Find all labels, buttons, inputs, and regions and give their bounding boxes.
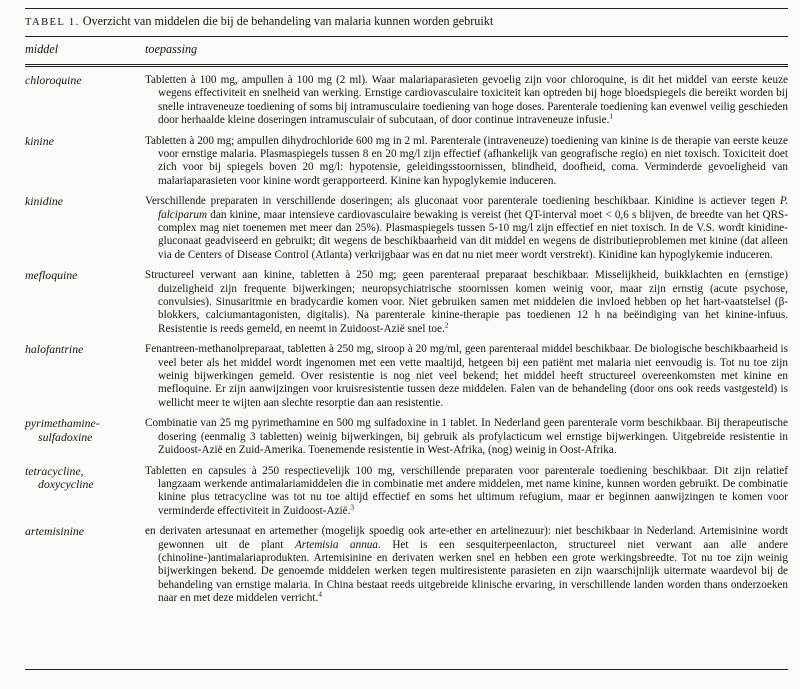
middel-name-line: chloroquine: [25, 73, 82, 87]
toepassing-text: [145, 525, 788, 605]
footnote-reference: 4: [318, 589, 323, 599]
text-run: P. falciparum: [158, 195, 788, 221]
toepassing-text: [145, 269, 788, 335]
middel-name: [25, 465, 145, 518]
footnote-reference: 1: [609, 111, 614, 121]
text-run: . Het is een sesquiterpeenlacton, structureel niet verwant aan alle andere (chinoline-)antimalariaprodukten. Artemisinine en derivaten werken snel en hebben een grote werkingsbreedte. Tot nu toe zijn weinig bijwerkingen bekend. De genoemde middelen werken tegen multiresistente parasieten en zijn waarschijnlijk uitermate waardevol bij de behandeling van ernstige malaria. In China bestaat reeds uitgebreide klinische ervaring, in verschillende landen worden thans onderzoeken naar en met deze middelen verricht.: [158, 538, 788, 604]
table-title-text-inner: Overzicht van middelen die bij de behandeling van malaria kunnen worden gebruikt: [82, 14, 494, 28]
text-run: Tabletten à 200 mg; ampullen dihydrochloride 600 mg in 2 ml. Parenterale (intraveneuze) toediening van kinine is de therapie van eerste keuze voor ernstige malaria. Plasmaspiegels tussen 8 en 20 mg/l zijn effectief (afhankelijk van geografische regio) en niet toxisch. Toxiciteit doet zich voor bij spiegels boven 20 mg/l: hypotensie, geleidingsstoornissen, blindheid, doofheid, coma. Verminderde gevoeligheid van malariaparasieten voor kinine wordt gerapporteerd. Kinine kan hypoglykemie induceren.: [145, 134, 788, 187]
text-run: en derivaten artesunaat en artemether (mogelijk spoedig ook arte-ether en artelinezuur): niet beschikbaar in Nederland. Artemisinine wordt gewonnen uit de plant: [145, 525, 788, 551]
text-run: Fenantreen-methanolpreparaat, tabletten à 250 mg, siroop à 20 mg/ml, geen parenteraal middel beschikbaar. De biologische beschikbaarheid is veel beter als het middel wordt ingenomen met een vette maaltijd, hetgeen bij een patiënt met malaria niet eenvoudig is. Tot nu toe zijn weinig bijwerkingen gemeld. Over resistentie is nog niet veel bekend; het middel heeft structureel overeenkomsten met kinine en mefloquine. Er zijn aanwijzingen voor kruisresistentie tussen deze middelen. Falen van de behandeling (door ons ook reeds vastgesteld) is wellicht meer te wijten aan slechte resorptie dan aan resistentie.: [145, 343, 788, 409]
toepassing-text: [145, 195, 788, 261]
toepassing-text: [145, 74, 788, 127]
horizontal-rule-bottom: [25, 669, 788, 670]
table-title-label: TABEL 1.: [25, 17, 80, 28]
text-run: Combinatie van 25 mg pyrimethamine en 500 mg sulfadoxine in 1 tablet. In Nederland geen parenterale vorm beschikbaar. Bij therapeutische dosering (eenmalig 3 tabletten) weinig bijwerkingen, bij gebruik als profylacticum wel ernstige bijwerkingen. Uitgebreide resistentie in Zuidoost-Azië en Zuid-Amerika. Toenemende resistentie in West-Afrika, (nog) weinig in Oost-Afrika.: [145, 417, 788, 456]
middel-name: [25, 195, 145, 261]
middel-name-line: tetracycline,: [25, 463, 84, 478]
table-title-text: [83, 14, 494, 28]
middel-name-line: mefloquine: [25, 268, 78, 283]
middel-name: [25, 343, 145, 409]
text-run: Tabletten à 100 mg, ampullen à 100 mg (2 ml). Waar malariaparasieten gevoelig zijn voor chloroquine, is dit het middel van eerste keuze wegens effectiviteit en snelheid van werking. Ernstige cardiovasculaire toxiciteit kan optreden bij hoge bloedspiegels die bereikt worden bij snelle intraveneuze toediening of soms bij intramusculaire toediening van hoge doses. Parenterale toediening kan evenwel veilig geschieden door herhaalde kleine doseringen intramusculair of subcutaan, of door continue intraveneuze infusie.: [145, 74, 788, 126]
middel-name: [25, 525, 145, 605]
toepassing-text: [145, 465, 788, 518]
column-header-middel: middel: [25, 42, 59, 56]
middel-name-line: doxycycline: [38, 477, 94, 492]
middel-name: [25, 135, 145, 188]
table-row: [25, 525, 788, 605]
table-row: [25, 74, 788, 127]
toepassing-text: [145, 343, 788, 409]
table-row: [25, 269, 788, 335]
middel-name-line: sulfadoxine: [38, 429, 93, 444]
footnote-reference: 2: [444, 319, 449, 329]
text-run: Verschillende preparaten in verschillende doseringen; als gluconaat voor parenterale toediening beschikbaar. Kinidine is actiever tegen: [145, 195, 780, 208]
middel-name-line: halofantrine: [25, 342, 84, 357]
table-header-row: [25, 37, 788, 64]
middel-name: [25, 74, 145, 127]
table-row: [25, 465, 788, 518]
table-row: [25, 135, 788, 188]
text-run: dan kinine, maar intensieve cardiovasculaire bewaking is vereist (het QT-interval moet < 0,6 s blijven, de breedte van het QRS-complex mag niet toenemen met meer dan 25%). Plasmaspiegels tussen 5-10 mg/l zijn effectief en niet toxisch. In de V.S. wordt kinidine-gluconaat geadviseerd en gebruikt; dit wegens de beschikbaarheid van dit middel en wegens de distributieproblemen met kinine (dat alleen via de Centers of Disease Control (Atlanta) verkrijgbaar was en dat nu niet meer wordt verstrekt). Kinidine kan hypoglykemie induceren.: [158, 208, 788, 261]
middel-name: [25, 417, 145, 457]
table-row: [25, 343, 788, 409]
middel-name-line: artemisinine: [25, 524, 84, 539]
text-run: Structureel verwant aan kinine, tabletten à 250 mg; geen parenteraal preparaat beschikbaar. Misselijkheid, buikklachten en (ernstige) duizeligheid zijn frequente bijwerkingen; neuropsychiatrische stoornissen komen weinig voor, maar zijn ernstig (acute psychose, convulsies). Sinusaritmie en bradycardie komen voor. Niet gebruiken samen met middelen die invloed hebben op het hart-vaatstelsel (β-blokkers, calciumantagonisten, digitalis). Na parenterale kinine-therapie pas toedienen 12 h na beëindiging van het kinine-infuus. Resistentie is reeds gemeld, en neemt in Zuidoost-Azië snel toe.: [145, 269, 788, 335]
table-row: [25, 417, 788, 457]
table-body: [25, 67, 788, 605]
table-row: [25, 195, 788, 261]
table-title: [25, 9, 788, 36]
toepassing-text: [145, 417, 788, 457]
middel-name: [25, 269, 145, 335]
middel-name-line: pyrimethamine-: [25, 416, 100, 431]
column-header-toepassing: toepassing: [145, 42, 198, 56]
toepassing-text: [145, 135, 788, 188]
middel-name-line: kinidine: [25, 194, 64, 209]
footnote-reference: 3: [350, 501, 355, 511]
text-run: Artemisia annua: [294, 538, 378, 551]
text-run: Tabletten en capsules à 250 respectievelijk 100 mg, verschillende preparaten voor parenterale toediening beschikbaar. Dit zijn relatief langzaam werkende antimalariamiddelen die in combinatie met andere middelen, met name kinine, kunnen worden gebruikt. De combinatie kinine plus tetracycline was tot nu toe altijd effectief en soms het ultimum refugium, maar er beginnen aanwijzingen te komen voor verminderde effectiviteit in Zuidoost-Azië.: [145, 464, 788, 517]
middel-name-line: kinine: [25, 133, 54, 148]
